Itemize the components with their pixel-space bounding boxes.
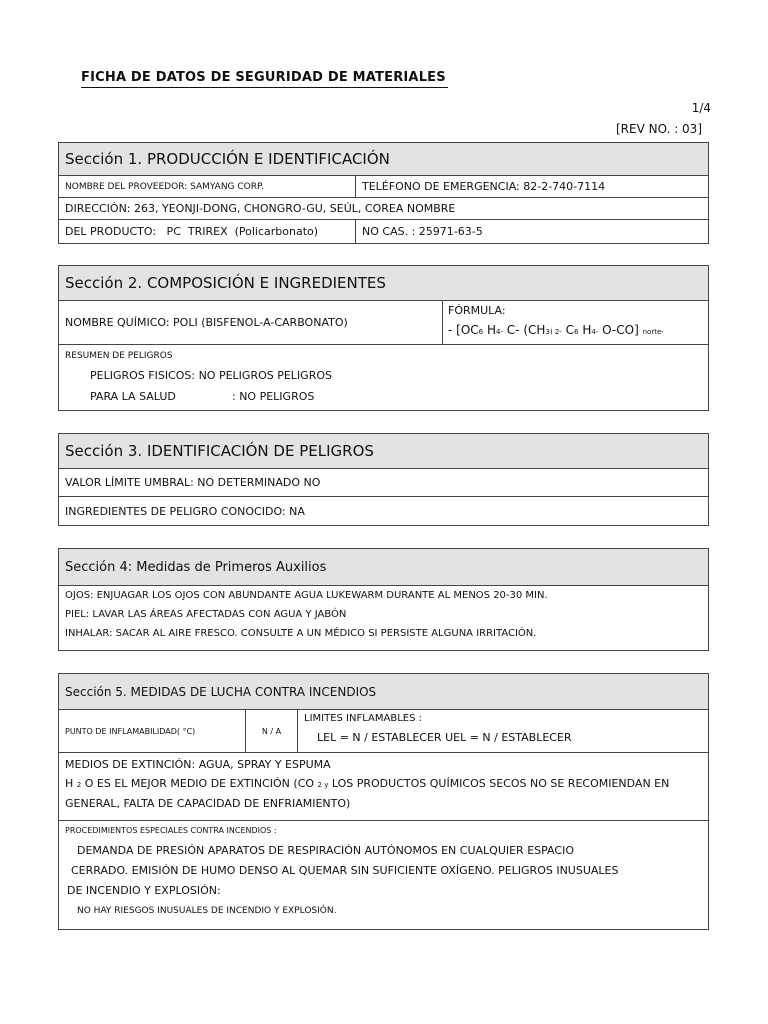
flammable-limits-value: LEL = N / ESTABLECER UEL = N / ESTABLECER	[317, 731, 572, 744]
health-label: PARA LA SALUD	[90, 390, 176, 403]
address-row	[59, 198, 708, 220]
ingredients-row	[59, 497, 708, 525]
first-aid-cell	[59, 590, 708, 639]
extinguishing-media-detail-2: GENERAL, FALTA DE CAPACIDAD DE ENFRIAMIENTO)	[65, 797, 351, 810]
formula-value	[448, 323, 708, 337]
explosion-value: NO HAY RIESGOS INUSUALES DE INCENDIO Y EXPLOSIÓN.	[77, 906, 337, 916]
health-value: : NO PELIGROS	[232, 390, 315, 403]
section-4-heading: Sección 4: Medidas de Primeros Auxilios	[59, 549, 708, 586]
formula-sub: 4-	[591, 328, 599, 336]
section-1-heading: Sección 1. PRODUCCIÓN E IDENTIFICACIÓN	[59, 143, 708, 176]
section-2	[58, 265, 709, 411]
formula-part: H	[582, 323, 592, 337]
formula-part: O-CO]	[602, 323, 639, 337]
section-5-heading: Sección 5. MEDIDAS DE LUCHA CONTRA INCENDIOS	[59, 674, 708, 710]
formula-sub: 3) 2-	[545, 328, 562, 336]
special-procedures-line-2: CERRADO. EMISIÓN DE HUMO DENSO AL QUEMAR SIN SUFICIENTE OXÍGENO. PELIGROS INUSUALES	[71, 864, 619, 877]
section-1	[58, 142, 709, 244]
media-part: LOS PRODUCTOS QUÍMICOS SECOS NO SE RECOMIENDAN EN	[331, 777, 670, 790]
emergency-phone: TELÉFONO DE EMERGENCIA: 82-2-740-7114	[362, 180, 606, 193]
section-3	[58, 433, 709, 526]
section-2-heading: Sección 2. COMPOSICIÓN E INGREDIENTES	[59, 266, 708, 301]
first-aid-eyes: OJOS: ENJUAGAR LOS OJOS CON ABUNDANTE AGUA LUKEWARM DURANTE AL MENOS 20-30 MIN.	[65, 590, 548, 601]
product-name: DEL PRODUCTO: PC TRIREX (Policarbonato)	[59, 220, 356, 243]
physical-hazards: PELIGROS FISICOS: NO PELIGROS PELIGROS	[90, 369, 332, 382]
formula-part: - [OC	[448, 323, 479, 337]
special-procedures-label: PROCEDIMIENTOS ESPECIALES CONTRA INCENDIOS :	[65, 826, 277, 835]
document-title: FICHA DE DATOS DE SEGURIDAD DE MATERIALES	[81, 70, 446, 85]
threshold-limit-value: VALOR LÍMITE UMBRAL: NO DETERMINADO NO	[65, 476, 321, 489]
formula-part: C- (CH	[506, 323, 546, 337]
flammable-limits-label: LIMITES INFLAMABLES :	[304, 713, 422, 724]
supplier-name: NOMBRE DEL PROVEEDOR: SAMYANG CORP.	[59, 176, 356, 197]
media-sub: 2	[76, 781, 82, 789]
composition-row	[59, 301, 708, 345]
formula-sub: 4-	[495, 328, 503, 336]
first-aid-inhale: INHALAR: SACAR AL AIRE FRESCO. CONSULTE A UN MÉDICO SI PERSISTE ALGUNA IRRITACIÓN.	[65, 628, 537, 639]
special-procedures-line-1: DEMANDA DE PRESIÓN APARATOS DE RESPIRACIÓN AUTÓNOMOS EN CUALQUIER ESPACIO	[77, 844, 574, 857]
revision-number: [REV NO. : 03]	[616, 122, 702, 136]
chemical-name: NOMBRE QUÍMICO: POLI (BISFENOL-A-CARBONATO)	[59, 301, 443, 344]
extinguishing-media-detail	[65, 777, 708, 790]
formula-sub: 6	[478, 328, 484, 336]
supplier-row	[59, 176, 708, 198]
first-aid-skin: PIEL: LAVAR LAS ÁREAS AFECTADAS CON AGUA Y JABÓN	[65, 609, 347, 620]
formula-part: C	[565, 323, 575, 337]
hazards-summary-label: RESUMEN DE PELIGROS	[65, 351, 173, 361]
flammability-row	[59, 710, 708, 753]
explosion-label: DE INCENDIO Y EXPLOSIÓN:	[67, 884, 221, 897]
formula-label: FÓRMULA:	[448, 304, 506, 317]
health-hazards	[65, 390, 708, 403]
address: DIRECCIÓN: 263, YEONJI-DONG, CHONGRO-GU, SEÚL, COREA NOMBRE	[65, 202, 456, 215]
cas-number: NO CAS. : 25971-63-5	[362, 225, 483, 238]
section-4	[58, 548, 709, 651]
media-part: H	[65, 777, 74, 790]
flash-point-label: PUNTO DE INFLAMABILIDAD( °C)	[59, 710, 246, 752]
flammable-limits-cell	[298, 710, 708, 752]
product-row	[59, 220, 708, 243]
extinguishing-media: MEDIOS DE EXTINCIÓN: AGUA, SPRAY Y ESPUMA	[65, 758, 331, 771]
hazardous-ingredients: INGREDIENTES DE PELIGRO CONOCIDO: NA	[65, 504, 305, 518]
section-3-heading: Sección 3. IDENTIFICACIÓN DE PELIGROS	[59, 434, 708, 469]
tlv-row	[59, 469, 708, 497]
formula-sub: norte-	[642, 328, 664, 336]
formula-cell	[443, 301, 708, 344]
extinguishing-media-row	[59, 753, 708, 821]
hazards-summary-cell	[59, 345, 708, 410]
title-underline	[81, 87, 448, 88]
special-procedures-cell	[59, 826, 708, 916]
media-part: O ES EL MEJOR MEDIO DE EXTINCIÓN (CO	[84, 777, 315, 790]
media-sub: 2 y	[317, 781, 329, 789]
page-number: 1/4	[691, 101, 711, 115]
formula-part: H	[486, 323, 496, 337]
formula-sub: 6	[574, 328, 579, 336]
section-5	[58, 673, 709, 930]
flash-point-value: N / A	[246, 710, 298, 752]
